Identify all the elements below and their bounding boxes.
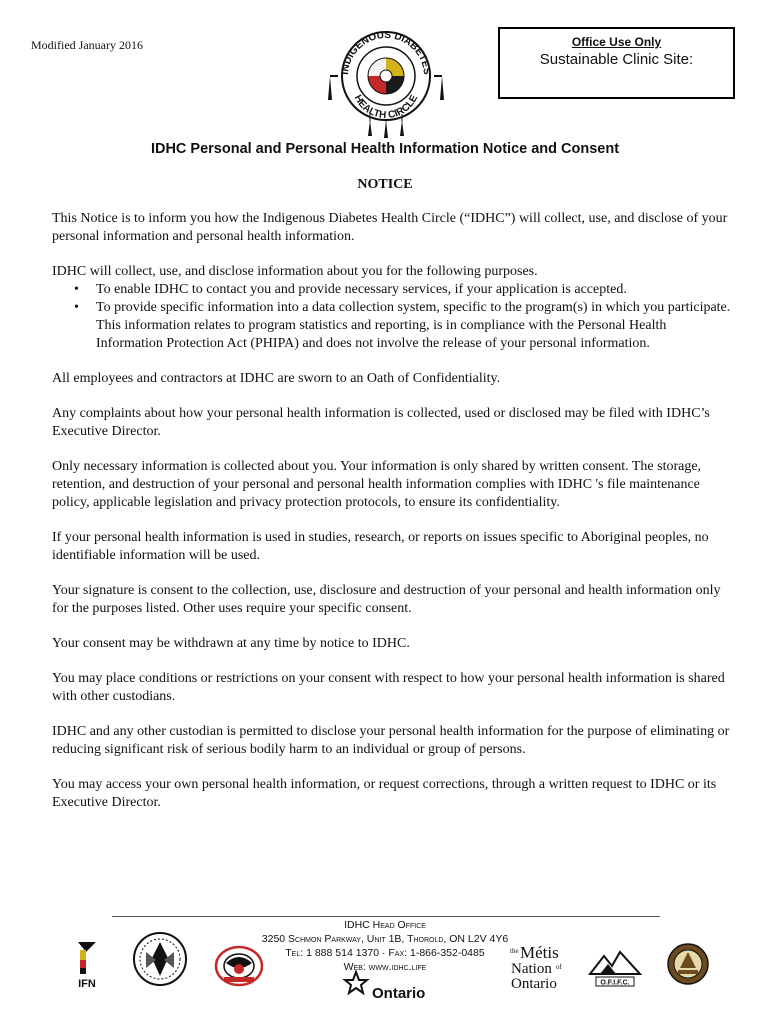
native-womens-association-logo: [132, 930, 188, 988]
paragraph: IDHC will collect, use, and disclose information about you for the following purposes.: [52, 264, 538, 279]
clinic-site-label: Sustainable Clinic Site:: [539, 51, 694, 68]
list-item: • To enable IDHC to contact you and provide necessary services, if your application is accepted.: [96, 281, 732, 299]
logo-bottom-text: HEALTH CIRCLE: [351, 93, 421, 122]
metis-line3: Ontario: [511, 976, 557, 992]
paragraph: Any complaints about how your personal health information is collected, used or disclosed may be filed with IDHC’s Executive Director.: [52, 406, 710, 439]
paragraph: IDHC and any other custodian is permitted to disclose your personal health information for the purpose of eliminating or reducing significant risk of serious bodily harm to an individual or group of persons.: [52, 724, 730, 757]
paragraph: Only necessary information is collected about you. Your information is only shared by written consent. The storage, retention, and destruction of your personal and personal health information complies with IDHC 's file maintenance policy, applicable legislation and privacy protection protocols, to ensure its confidentiality.: [52, 459, 702, 510]
tribal-council-seal-logo: [666, 942, 710, 986]
paragraph: This Notice is to inform you how the Indigenous Diabetes Health Circle (“IDHC”) will collect, use, and disclose of your personal information and personal health information.: [52, 211, 728, 244]
paragraph: All employees and contractors at IDHC are sworn to an Oath of Confidentiality.: [52, 371, 501, 386]
footer-address: [0, 918, 770, 974]
office-use-label: Office Use Only: [571, 35, 662, 49]
modified-date: Modified January 2016: [31, 38, 143, 52]
paragraph: Your consent may be withdrawn at any time by notice to IDHC.: [52, 636, 410, 651]
svg-text:HEALTH CIRCLE: [352, 93, 421, 121]
footer-divider: [112, 916, 660, 917]
ontario-logo: [342, 968, 432, 1004]
document-title: IDHC Personal and Personal Health Information Notice and Consent: [150, 141, 620, 157]
logo-top-text: INDIGENOUS DIABETES: [340, 29, 433, 76]
website: Web: www.idhc.life: [343, 961, 427, 973]
head-office-label: IDHC Head Office: [344, 919, 426, 931]
notice-heading: NOTICE: [357, 177, 413, 192]
ifn-text: IFN: [78, 978, 96, 990]
phone-fax: Tel: 1 888 514 1370 · Fax: 1-866-352-0485: [285, 947, 485, 959]
ofifc-logo: [586, 946, 644, 988]
office-use-box: [498, 27, 735, 99]
ontario-text: Ontario: [372, 985, 426, 1002]
purposes-list: [52, 281, 732, 353]
list-item: • To provide specific information into a data collection system, specific to the program(s) in which you participate. This information relates to program statistics and reporting, is in compliance with the Personal Health Information Protection Act (PHIPA) and does not involve the release of your personal information.: [96, 299, 732, 353]
metis-of: of: [556, 963, 562, 971]
notice-body: [52, 210, 732, 829]
metis-line2: Nation: [511, 961, 552, 977]
metis-nation-logo: [508, 942, 568, 992]
metis-line1: Métis: [520, 943, 559, 962]
idhc-logo: [322, 18, 450, 138]
paragraph: If your personal health information is used in studies, research, or reports on issues specific to Aboriginal peoples, no identifiable information will be used.: [52, 530, 709, 563]
ifn-logo: [72, 940, 102, 990]
ofifc-text: O.F.I.F.C.: [600, 979, 630, 987]
metis-the: the: [510, 947, 519, 955]
friendship-centre-logo: [214, 945, 264, 987]
paragraph: You may place conditions or restrictions on your consent with respect to how your personal health information is shared with other custodians.: [52, 671, 725, 704]
paragraph: You may access your own personal health information, or request corrections, through a written request to IDHC or its Executive Director.: [52, 777, 717, 810]
paragraph: Your signature is consent to the collection, use, disclosure and destruction of your personal and health information only for the purposes listed. Other uses require your specific consent.: [52, 583, 721, 616]
street-address: 3250 Schmon Parkway, Unit 1B, Thorold, ON L2V 4Y6: [261, 933, 509, 945]
